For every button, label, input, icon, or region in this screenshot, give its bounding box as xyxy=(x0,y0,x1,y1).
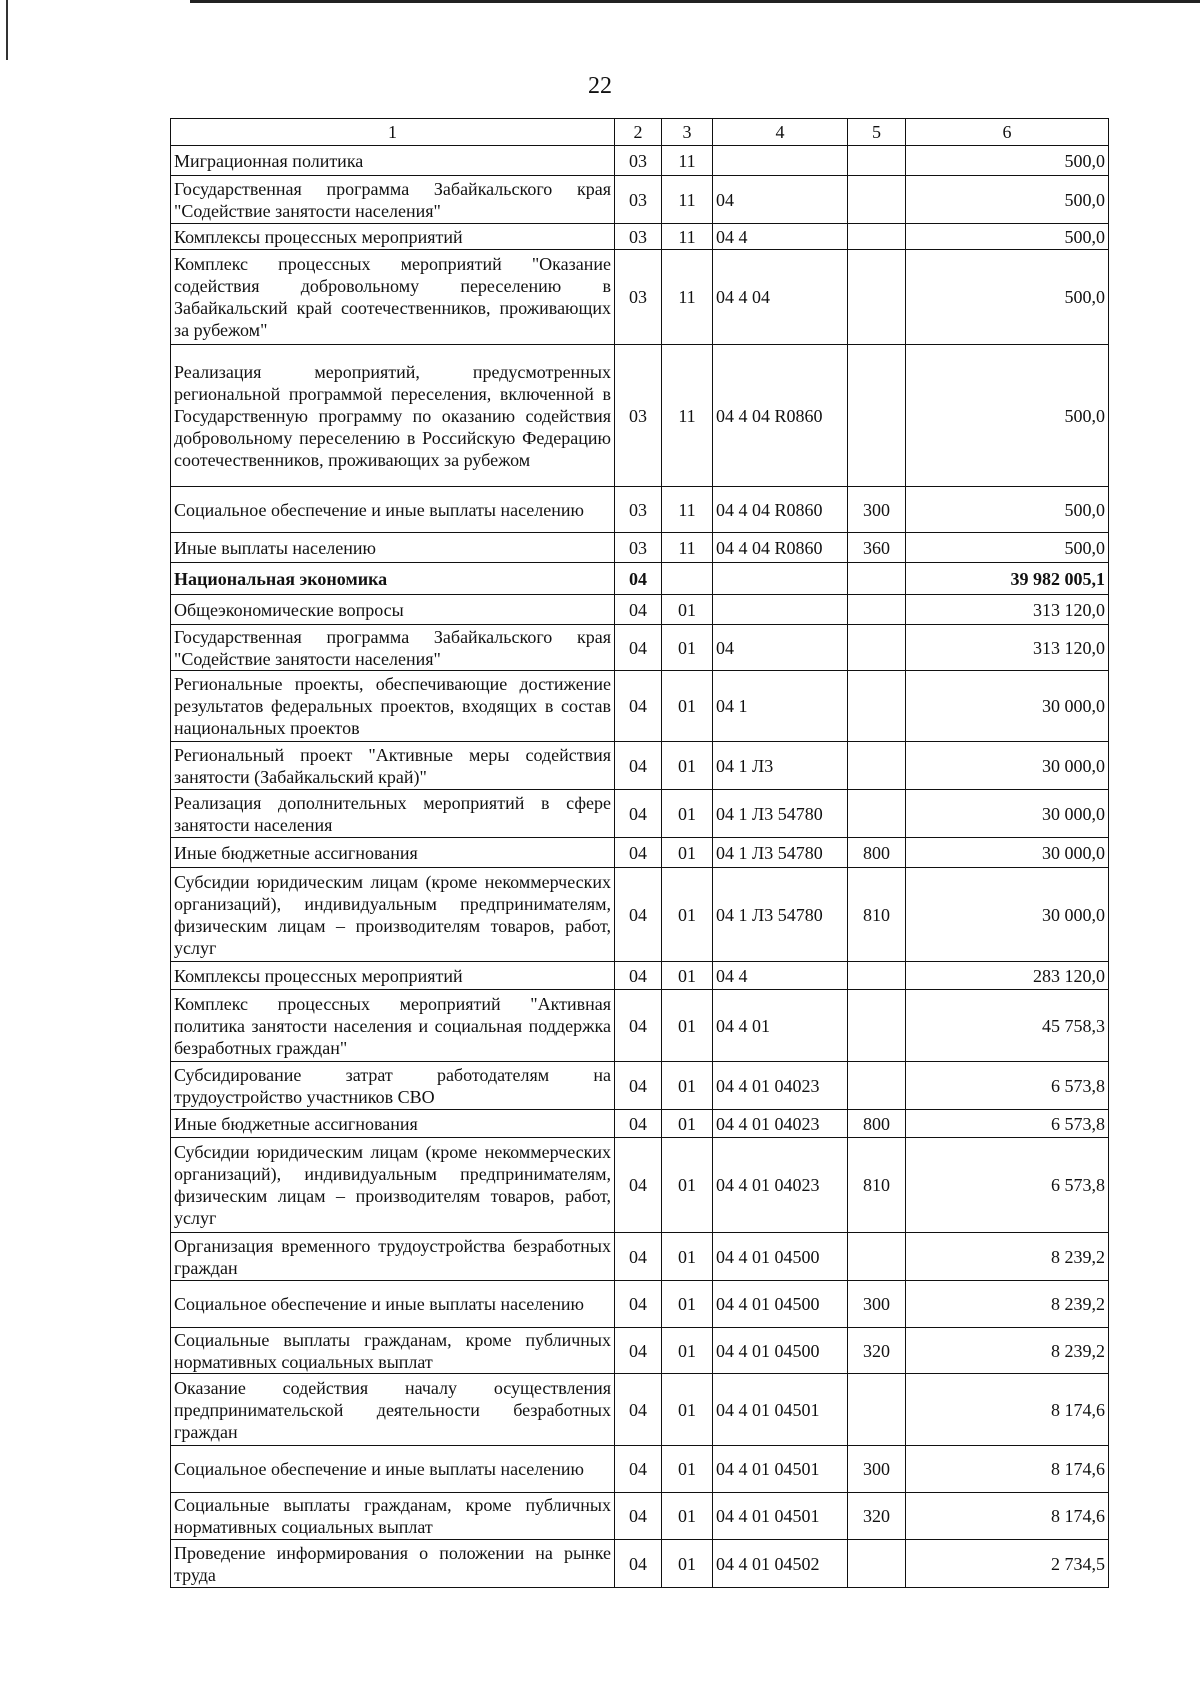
row-amount-cell: 8 174,6 xyxy=(906,1374,1109,1446)
row-amount-cell: 45 758,3 xyxy=(906,990,1109,1062)
row-amount-cell: 8 239,2 xyxy=(906,1281,1109,1328)
row-amount-cell: 6 573,8 xyxy=(906,1062,1109,1110)
row-subsection-cell: 01 xyxy=(662,868,713,962)
row-subsection-cell: 01 xyxy=(662,1233,713,1281)
row-expense-type-cell xyxy=(848,563,906,595)
row-subsection-cell: 01 xyxy=(662,1493,713,1540)
row-name-cell: Реализация мероприятий, предусмотренных региональной программой переселения, включенной в Государственную программу по оказанию содействия добровольному переселению в Российскую Федерацию соотечественников, проживающих за рубежом xyxy=(171,345,615,487)
row-section-cell: 04 xyxy=(615,838,662,868)
row-subsection-cell: 01 xyxy=(662,1446,713,1493)
row-section-cell: 04 xyxy=(615,1110,662,1138)
row-target-code-cell: 04 4 01 04500 xyxy=(713,1328,848,1374)
row-target-code-cell: 04 4 01 04500 xyxy=(713,1281,848,1328)
row-target-code-cell: 04 xyxy=(713,176,848,224)
row-name-cell: Государственная программа Забайкальского края "Содействие занятости населения" xyxy=(171,176,615,224)
row-target-code-cell: 04 4 xyxy=(713,224,848,250)
row-expense-type-cell: 810 xyxy=(848,1138,906,1233)
row-section-cell: 04 xyxy=(615,1138,662,1233)
row-name-cell: Субсидирование затрат работодателям на трудоустройство участников СВО xyxy=(171,1062,615,1110)
table-row xyxy=(171,563,1109,595)
row-section-cell: 04 xyxy=(615,962,662,990)
table-row xyxy=(171,790,1109,838)
row-section-cell: 03 xyxy=(615,487,662,533)
row-section-cell: 04 xyxy=(615,1446,662,1493)
row-section-cell: 04 xyxy=(615,790,662,838)
table-row xyxy=(171,838,1109,868)
row-section-cell: 04 xyxy=(615,990,662,1062)
row-section-cell: 04 xyxy=(615,1540,662,1588)
row-amount-cell: 30 000,0 xyxy=(906,838,1109,868)
page-number: 22 xyxy=(588,73,612,99)
row-amount-cell: 8 174,6 xyxy=(906,1493,1109,1540)
table-row xyxy=(171,962,1109,990)
row-expense-type-cell xyxy=(848,250,906,345)
row-expense-type-cell xyxy=(848,595,906,625)
row-subsection-cell: 01 xyxy=(662,1328,713,1374)
row-amount-cell: 500,0 xyxy=(906,176,1109,224)
row-section-cell: 04 xyxy=(615,563,662,595)
row-subsection-cell: 01 xyxy=(662,742,713,790)
top-border-line xyxy=(190,0,1200,3)
row-subsection-cell: 11 xyxy=(662,533,713,563)
row-expense-type-cell: 800 xyxy=(848,1110,906,1138)
row-amount-cell: 313 120,0 xyxy=(906,625,1109,671)
table-row xyxy=(171,146,1109,176)
row-name-cell: Общеэкономические вопросы xyxy=(171,595,615,625)
table-row xyxy=(171,533,1109,563)
row-section-cell: 03 xyxy=(615,250,662,345)
row-subsection-cell: 11 xyxy=(662,224,713,250)
table-row xyxy=(171,1493,1109,1540)
row-expense-type-cell xyxy=(848,345,906,487)
row-expense-type-cell xyxy=(848,625,906,671)
row-expense-type-cell xyxy=(848,224,906,250)
row-target-code-cell: 04 1 xyxy=(713,671,848,742)
row-target-code-cell: 04 4 01 04023 xyxy=(713,1062,848,1110)
row-subsection-cell: 01 xyxy=(662,1281,713,1328)
row-target-code-cell xyxy=(713,595,848,625)
row-section-cell: 04 xyxy=(615,1062,662,1110)
row-expense-type-cell: 320 xyxy=(848,1493,906,1540)
table-row xyxy=(171,345,1109,487)
header-cell-subsection: 3 xyxy=(662,119,713,146)
row-subsection-cell: 11 xyxy=(662,146,713,176)
table-row xyxy=(171,1281,1109,1328)
table-row xyxy=(171,1374,1109,1446)
row-amount-cell: 500,0 xyxy=(906,487,1109,533)
row-expense-type-cell xyxy=(848,962,906,990)
row-target-code-cell: 04 4 01 04502 xyxy=(713,1540,848,1588)
table-row xyxy=(171,1446,1109,1493)
row-section-cell: 04 xyxy=(615,595,662,625)
table-row xyxy=(171,250,1109,345)
table-row xyxy=(171,1233,1109,1281)
row-expense-type-cell xyxy=(848,146,906,176)
row-name-cell: Миграционная политика xyxy=(171,146,615,176)
header-cell-section: 2 xyxy=(615,119,662,146)
row-subsection-cell: 01 xyxy=(662,990,713,1062)
table-row xyxy=(171,742,1109,790)
row-subsection-cell: 11 xyxy=(662,176,713,224)
table-row xyxy=(171,1138,1109,1233)
row-amount-cell: 8 239,2 xyxy=(906,1328,1109,1374)
row-section-cell: 03 xyxy=(615,345,662,487)
row-amount-cell: 6 573,8 xyxy=(906,1110,1109,1138)
row-amount-cell: 2 734,5 xyxy=(906,1540,1109,1588)
row-name-cell: Региональные проекты, обеспечивающие достижение результатов федеральных проектов, входящих в состав национальных проектов xyxy=(171,671,615,742)
left-edge-mark xyxy=(6,0,8,60)
table-row xyxy=(171,1062,1109,1110)
row-subsection-cell: 01 xyxy=(662,1062,713,1110)
row-name-cell: Организация временного трудоустройства безработных граждан xyxy=(171,1233,615,1281)
row-name-cell: Социальное обеспечение и иные выплаты населению xyxy=(171,1446,615,1493)
row-section-cell: 04 xyxy=(615,671,662,742)
row-subsection-cell: 01 xyxy=(662,1374,713,1446)
row-target-code-cell: 04 4 01 04023 xyxy=(713,1110,848,1138)
row-name-cell: Социальные выплаты гражданам, кроме публичных нормативных социальных выплат xyxy=(171,1328,615,1374)
row-target-code-cell: 04 xyxy=(713,625,848,671)
row-name-cell: Комплекс процессных мероприятий "Активная политика занятости населения и социальная поддержка безработных граждан" xyxy=(171,990,615,1062)
row-expense-type-cell xyxy=(848,990,906,1062)
row-section-cell: 04 xyxy=(615,1281,662,1328)
row-name-cell: Государственная программа Забайкальского края "Содействие занятости населения" xyxy=(171,625,615,671)
table-row xyxy=(171,1540,1109,1588)
table-row xyxy=(171,990,1109,1062)
row-name-cell: Социальные выплаты гражданам, кроме публичных нормативных социальных выплат xyxy=(171,1493,615,1540)
row-target-code-cell: 04 4 01 04023 xyxy=(713,1138,848,1233)
row-subsection-cell: 11 xyxy=(662,250,713,345)
row-expense-type-cell xyxy=(848,1540,906,1588)
table-row xyxy=(171,176,1109,224)
row-amount-cell: 283 120,0 xyxy=(906,962,1109,990)
row-name-cell: Субсидии юридическим лицам (кроме некоммерческих организаций), индивидуальным предпринимателям, физическим лицам – производителям товаров, работ, услуг xyxy=(171,868,615,962)
row-expense-type-cell xyxy=(848,742,906,790)
row-target-code-cell: 04 1 Л3 xyxy=(713,742,848,790)
row-amount-cell: 39 982 005,1 xyxy=(906,563,1109,595)
row-name-cell: Комплекс процессных мероприятий "Оказание содействия добровольному переселению в Забайкальский край соотечественников, проживающих за рубежом" xyxy=(171,250,615,345)
row-amount-cell: 500,0 xyxy=(906,146,1109,176)
row-subsection-cell: 01 xyxy=(662,962,713,990)
row-section-cell: 03 xyxy=(615,176,662,224)
row-amount-cell: 30 000,0 xyxy=(906,671,1109,742)
row-subsection-cell: 01 xyxy=(662,1540,713,1588)
row-section-cell: 04 xyxy=(615,868,662,962)
row-name-cell: Комплексы процессных мероприятий xyxy=(171,962,615,990)
row-section-cell: 04 xyxy=(615,1493,662,1540)
row-subsection-cell: 01 xyxy=(662,790,713,838)
row-section-cell: 04 xyxy=(615,742,662,790)
row-expense-type-cell: 320 xyxy=(848,1328,906,1374)
row-expense-type-cell xyxy=(848,1374,906,1446)
table-row xyxy=(171,224,1109,250)
header-cell-amount: 6 xyxy=(906,119,1109,146)
row-amount-cell: 30 000,0 xyxy=(906,742,1109,790)
table-row xyxy=(171,1328,1109,1374)
row-target-code-cell: 04 1 Л3 54780 xyxy=(713,838,848,868)
row-expense-type-cell: 810 xyxy=(848,868,906,962)
row-subsection-cell: 01 xyxy=(662,838,713,868)
row-expense-type-cell xyxy=(848,176,906,224)
row-section-cell: 03 xyxy=(615,533,662,563)
row-amount-cell: 313 120,0 xyxy=(906,595,1109,625)
row-target-code-cell: 04 4 04 xyxy=(713,250,848,345)
row-expense-type-cell xyxy=(848,790,906,838)
row-name-cell: Социальное обеспечение и иные выплаты населению xyxy=(171,487,615,533)
row-subsection-cell: 01 xyxy=(662,1138,713,1233)
row-name-cell: Оказание содействия началу осуществления предпринимательской деятельности безработных граждан xyxy=(171,1374,615,1446)
row-amount-cell: 8 174,6 xyxy=(906,1446,1109,1493)
row-amount-cell: 30 000,0 xyxy=(906,790,1109,838)
row-expense-type-cell: 800 xyxy=(848,838,906,868)
header-cell-expense-type: 5 xyxy=(848,119,906,146)
table-row xyxy=(171,671,1109,742)
row-subsection-cell: 11 xyxy=(662,345,713,487)
row-name-cell: Иные бюджетные ассигнования xyxy=(171,838,615,868)
table-row xyxy=(171,1110,1109,1138)
row-expense-type-cell xyxy=(848,1233,906,1281)
table-row xyxy=(171,625,1109,671)
header-cell-name: 1 xyxy=(171,119,615,146)
row-section-cell: 03 xyxy=(615,224,662,250)
row-name-cell: Региональный проект "Активные меры содействия занятости (Забайкальский край)" xyxy=(171,742,615,790)
budget-table xyxy=(170,118,1109,1588)
row-target-code-cell xyxy=(713,563,848,595)
row-target-code-cell: 04 4 04 R0860 xyxy=(713,533,848,563)
row-section-cell: 04 xyxy=(615,625,662,671)
row-expense-type-cell: 300 xyxy=(848,1281,906,1328)
row-name-cell: Иные выплаты населению xyxy=(171,533,615,563)
row-target-code-cell: 04 4 01 xyxy=(713,990,848,1062)
table-row xyxy=(171,487,1109,533)
row-subsection-cell: 11 xyxy=(662,487,713,533)
row-target-code-cell: 04 1 Л3 54780 xyxy=(713,868,848,962)
row-expense-type-cell xyxy=(848,671,906,742)
row-expense-type-cell: 300 xyxy=(848,487,906,533)
row-expense-type-cell xyxy=(848,1062,906,1110)
row-subsection-cell: 01 xyxy=(662,595,713,625)
row-target-code-cell: 04 4 01 04501 xyxy=(713,1374,848,1446)
row-target-code-cell: 04 1 Л3 54780 xyxy=(713,790,848,838)
row-amount-cell: 30 000,0 xyxy=(906,868,1109,962)
row-section-cell: 04 xyxy=(615,1328,662,1374)
row-subsection-cell: 01 xyxy=(662,671,713,742)
row-amount-cell: 500,0 xyxy=(906,345,1109,487)
row-target-code-cell: 04 4 01 04500 xyxy=(713,1233,848,1281)
row-section-cell: 04 xyxy=(615,1374,662,1446)
row-expense-type-cell: 300 xyxy=(848,1446,906,1493)
row-section-cell: 04 xyxy=(615,1233,662,1281)
row-section-cell: 03 xyxy=(615,146,662,176)
row-name-cell: Комплексы процессных мероприятий xyxy=(171,224,615,250)
row-amount-cell: 500,0 xyxy=(906,250,1109,345)
row-amount-cell: 500,0 xyxy=(906,533,1109,563)
row-target-code-cell: 04 4 01 04501 xyxy=(713,1493,848,1540)
table-row xyxy=(171,868,1109,962)
row-name-cell: Иные бюджетные ассигнования xyxy=(171,1110,615,1138)
row-target-code-cell: 04 4 01 04501 xyxy=(713,1446,848,1493)
row-name-cell: Реализация дополнительных мероприятий в сфере занятости населения xyxy=(171,790,615,838)
row-name-cell: Национальная экономика xyxy=(171,563,615,595)
row-name-cell: Проведение информирования о положении на рынке труда xyxy=(171,1540,615,1588)
row-name-cell: Субсидии юридическим лицам (кроме некоммерческих организаций), индивидуальным предпринимателям, физическим лицам – производителям товаров, работ, услуг xyxy=(171,1138,615,1233)
row-name-cell: Социальное обеспечение и иные выплаты населению xyxy=(171,1281,615,1328)
row-subsection-cell: 01 xyxy=(662,625,713,671)
table-header-row xyxy=(171,119,1109,146)
row-target-code-cell: 04 4 xyxy=(713,962,848,990)
row-amount-cell: 500,0 xyxy=(906,224,1109,250)
table-row xyxy=(171,595,1109,625)
row-subsection-cell xyxy=(662,563,713,595)
row-amount-cell: 8 239,2 xyxy=(906,1233,1109,1281)
row-expense-type-cell: 360 xyxy=(848,533,906,563)
row-target-code-cell xyxy=(713,146,848,176)
row-subsection-cell: 01 xyxy=(662,1110,713,1138)
row-target-code-cell: 04 4 04 R0860 xyxy=(713,487,848,533)
row-target-code-cell: 04 4 04 R0860 xyxy=(713,345,848,487)
header-cell-target-code: 4 xyxy=(713,119,848,146)
row-amount-cell: 6 573,8 xyxy=(906,1138,1109,1233)
